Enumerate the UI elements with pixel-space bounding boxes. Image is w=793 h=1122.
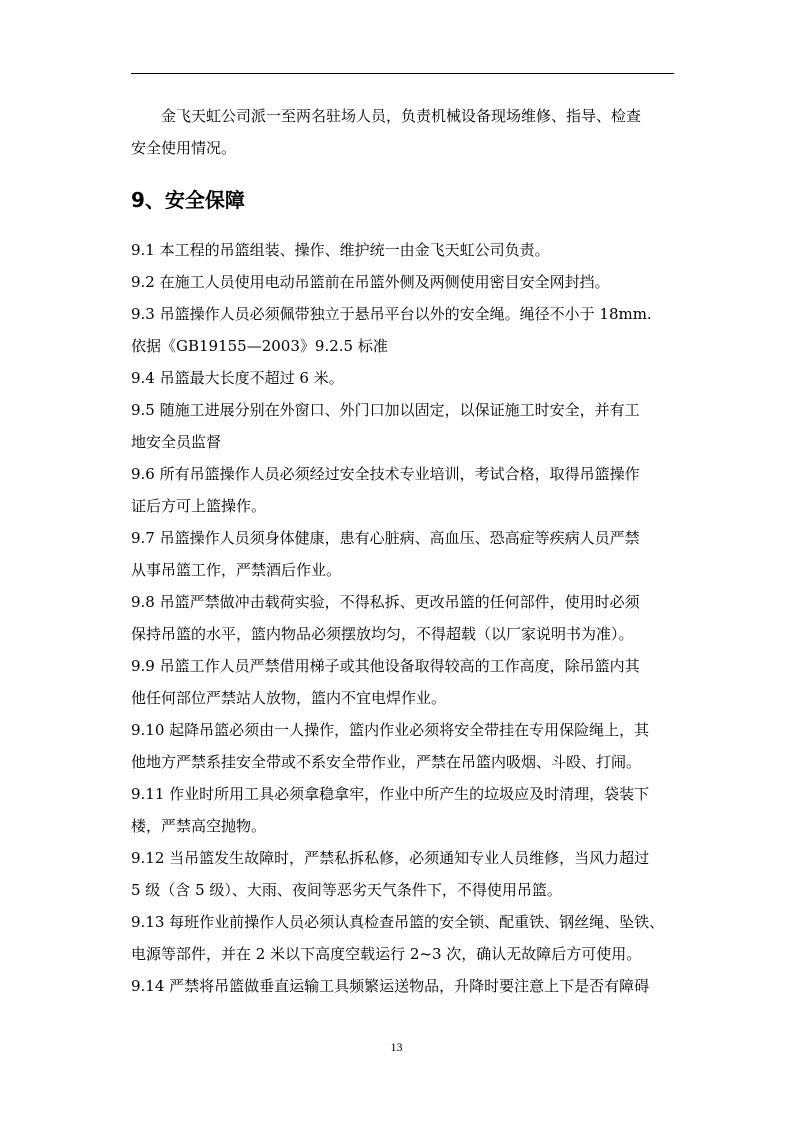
clause-line: 他地方严禁系挂安全带或不系安全带作业，严禁在吊篮内吸烟、斗殴、打闹。 <box>131 753 642 771</box>
clause-line: 9.1 本工程的吊篮组装、操作、维护统一由金飞天虹公司负责。 <box>131 241 550 259</box>
clause-line: 证后方可上篮操作。 <box>131 497 267 515</box>
clause-line: 9.2 在施工人员使用电动吊篮前在吊篮外侧及两侧使用密目安全网封挡。 <box>131 273 610 291</box>
clause-line: 电源等部件，并在 2 米以下高度空载运行 2~3 次，确认无故障后方可使用。 <box>131 945 642 963</box>
clause-line: 9.14 严禁将吊篮做垂直运输工具频繁运送物品，升降时要注意上下是否有障碍 <box>131 977 650 995</box>
page-content <box>131 100 674 1002</box>
page-number: 13 <box>390 1040 403 1054</box>
intro-line-1: 金飞天虹公司派一至两名驻场人员，负责机械设备现场维修、指导、检查 <box>161 107 642 125</box>
clause-line: 5 级（含 5 级）、大雨、夜间等恶劣天气条件下，不得使用吊篮。 <box>131 881 562 899</box>
clause-line: 9.12 当吊篮发生故障时，严禁私拆私修，必须通知专业人员维修，当风力超过 <box>131 849 650 867</box>
clause-line: 保持吊篮的水平，篮内物品必须摆放均匀，不得超载（以厂家说明书为准）。 <box>131 625 634 643</box>
clause-line: 9.8 吊篮严禁做冲击载荷实验，不得私拆、更改吊篮的任何部件，使用时必须 <box>131 593 640 611</box>
clause-line: 从事吊篮工作，严禁酒后作业。 <box>131 561 342 579</box>
clause-line: 9.10 起降吊篮必须由一人操作，篮内作业必须将安全带挂在专用保险绳上，其 <box>131 721 650 739</box>
clause-line: 9.4 吊篮最大长度不超过 6 米。 <box>131 369 344 387</box>
clause-line: 9.6 所有吊篮操作人员必须经过安全技术专业培训，考试合格，取得吊篮操作 <box>131 465 640 483</box>
clause-line: 9.5 随施工进展分别在外窗口、外门口加以固定，以保证施工时安全，并有工 <box>131 401 640 419</box>
intro-line-2: 安全使用情况。 <box>131 139 237 157</box>
clause-line: 依据《GB19155—2003》9.2.5 标准 <box>131 337 388 355</box>
section-heading: 9、安全保障 <box>131 188 245 212</box>
clause-line: 9.11 作业时所用工具必须拿稳拿牢，作业中所产生的垃圾应及时清理，袋装下 <box>131 785 650 803</box>
clause-line: 9.13 每班作业前操作人员必须认真检查吊篮的安全锁、配重铁、钢丝绳、坠铁、 <box>131 913 665 931</box>
clause-line: 9.9 吊篮工作人员严禁借用梯子或其他设备取得较高的工作高度，除吊篮内其 <box>131 657 640 675</box>
header-rule <box>131 73 674 74</box>
clause-line: 9.3 吊篮操作人员必须佩带独立于悬吊平台以外的安全绳。绳径不小于 18mm. <box>131 305 652 323</box>
clause-line: 9.7 吊篮操作人员须身体健康，患有心脏病、高血压、恐高症等疾病人员严禁 <box>131 529 640 547</box>
clause-line: 地安全员监督 <box>131 433 222 451</box>
section-items <box>131 234 674 1002</box>
clause-line: 楼，严禁高空抛物。 <box>131 817 267 835</box>
clause-line: 他任何部位严禁站人放物，篮内不宜电焊作业。 <box>131 689 447 707</box>
